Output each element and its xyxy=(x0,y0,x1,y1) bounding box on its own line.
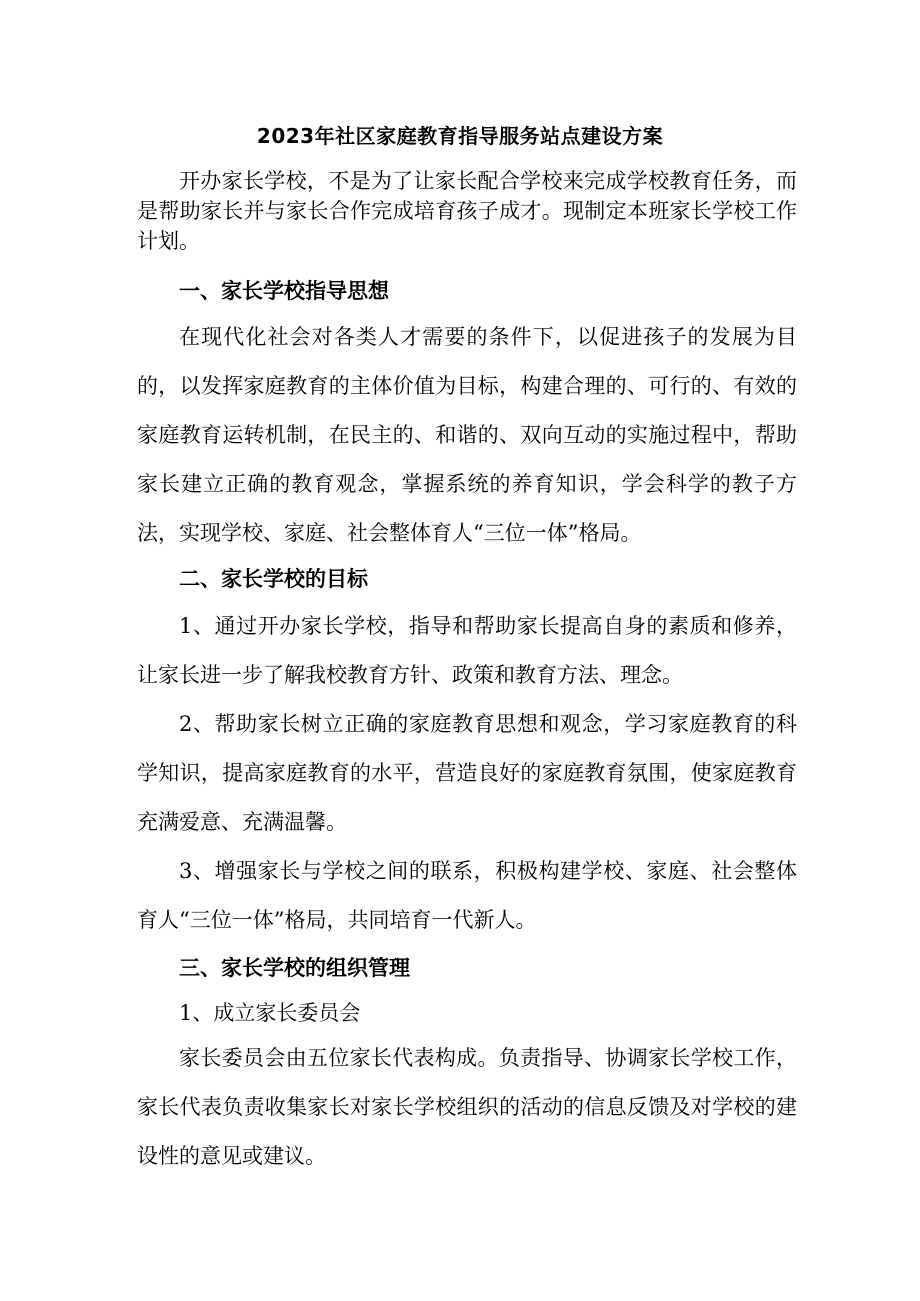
section3-paragraph: 家长委员会由五位家长代表构成。负责指导、协调家长学校工作，家长代表负责收集家长对家长学校组织的活动的信息反馈及对学校的建设性的意见或建议。 xyxy=(137,1046,797,1168)
section2-item-3: 3、增强家长与学校之间的联系，积极构建学校、家庭、社会整体育人“三位一体”格局，共同培育一代新人。 xyxy=(137,859,797,932)
section3-heading: 三、家长学校的组织管理 xyxy=(179,956,410,980)
section1-heading: 一、家长学校指导思想 xyxy=(179,279,389,303)
intro-paragraph: 开办家长学校，不是为了让家长配合学校来完成学校教育任务，而是帮助家长并与家长合作完成培育孩子成才。现制定本班家长学校工作计划。 xyxy=(137,169,797,253)
section2-item-2: 2、帮助家长树立正确的家庭教育思想和观念，学习家庭教育的科学知识，提高家庭教育的水平，营造良好的家庭教育氛围，使家庭教育充满爱意、充满温馨。 xyxy=(137,712,797,834)
section3-subheading: 1、成立家长委员会 xyxy=(179,1001,361,1025)
section2-heading: 二、家长学校的目标 xyxy=(179,567,368,591)
document-title: 2023年社区家庭教育指导服务站点建设方案 xyxy=(256,124,664,148)
section2-item-1: 1、通过开办家长学校，指导和帮助家长提高自身的素质和修养，让家长进一步了解我校教育方针、政策和教育方法、理念。 xyxy=(137,614,797,687)
section1-paragraph: 在现代化社会对各类人才需要的条件下，以促进孩子的发展为目的，以发挥家庭教育的主体价值为目标，构建合理的、可行的、有效的家庭教育运转机制，在民主的、和谐的、双向互动的实施过程中，帮助家长建立正确的教育观念，掌握系统的养育知识，学会科学的教子方法，实现学校、家庭、社会整体育人“三位一体”格局。 xyxy=(137,325,797,545)
